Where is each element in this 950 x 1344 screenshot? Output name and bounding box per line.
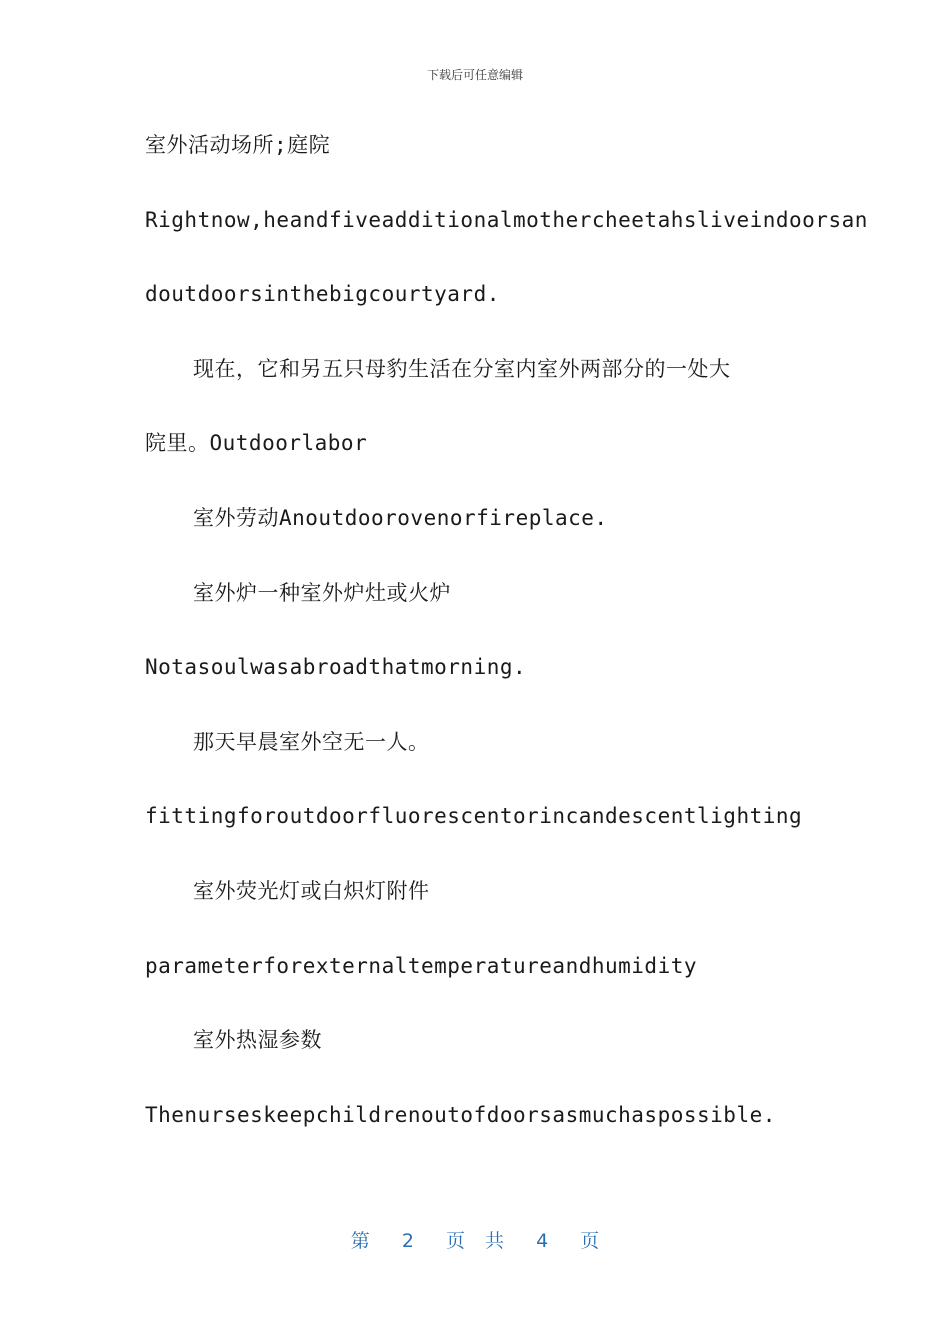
- document-body: [145, 120, 868, 1164]
- page-header: 下载后可任意编辑: [426, 68, 523, 82]
- text-line: fittingforoutdoorfluorescentorincandescentlighting: [145, 804, 803, 829]
- text-line: 室外热湿参数: [193, 1028, 322, 1053]
- text-line: doutdoorsinthebigcourtyard.: [145, 282, 500, 307]
- text-line: Notasoulwasabroadthatmorning.: [145, 655, 527, 680]
- text-line: 室外活动场所;庭院: [145, 133, 331, 157]
- footer-middle: 页 共: [445, 1230, 505, 1252]
- text-line: 那天早晨室外空无一人。: [193, 729, 430, 754]
- footer-suffix: 页: [580, 1230, 600, 1252]
- text-line: Rightnow,heandfiveadditionalmothercheetahsliveindoorsan: [145, 207, 868, 232]
- text-line: 室外荧光灯或白炽灯附件: [193, 878, 430, 903]
- footer-prefix: 第: [350, 1230, 370, 1252]
- current-page-number: 2: [401, 1230, 414, 1252]
- text-line: parameterforexternaltemperatureandhumidity: [145, 953, 698, 978]
- page-footer: [0, 1226, 950, 1253]
- text-line: Thenurseskeepchildrenoutofdoorsasmuchaspossible.: [145, 1102, 776, 1127]
- text-line: 室外炉一种室外炉灶或火炉: [193, 580, 451, 605]
- total-page-count: 4: [536, 1230, 549, 1252]
- text-line: 室外劳动Anoutdoorovenorfireplace.: [193, 505, 608, 530]
- text-line: 院里。Outdoorlabor: [145, 431, 368, 456]
- text-line: 现在，它和另五只母豹生活在分室内室外两部分的一处大: [193, 356, 731, 381]
